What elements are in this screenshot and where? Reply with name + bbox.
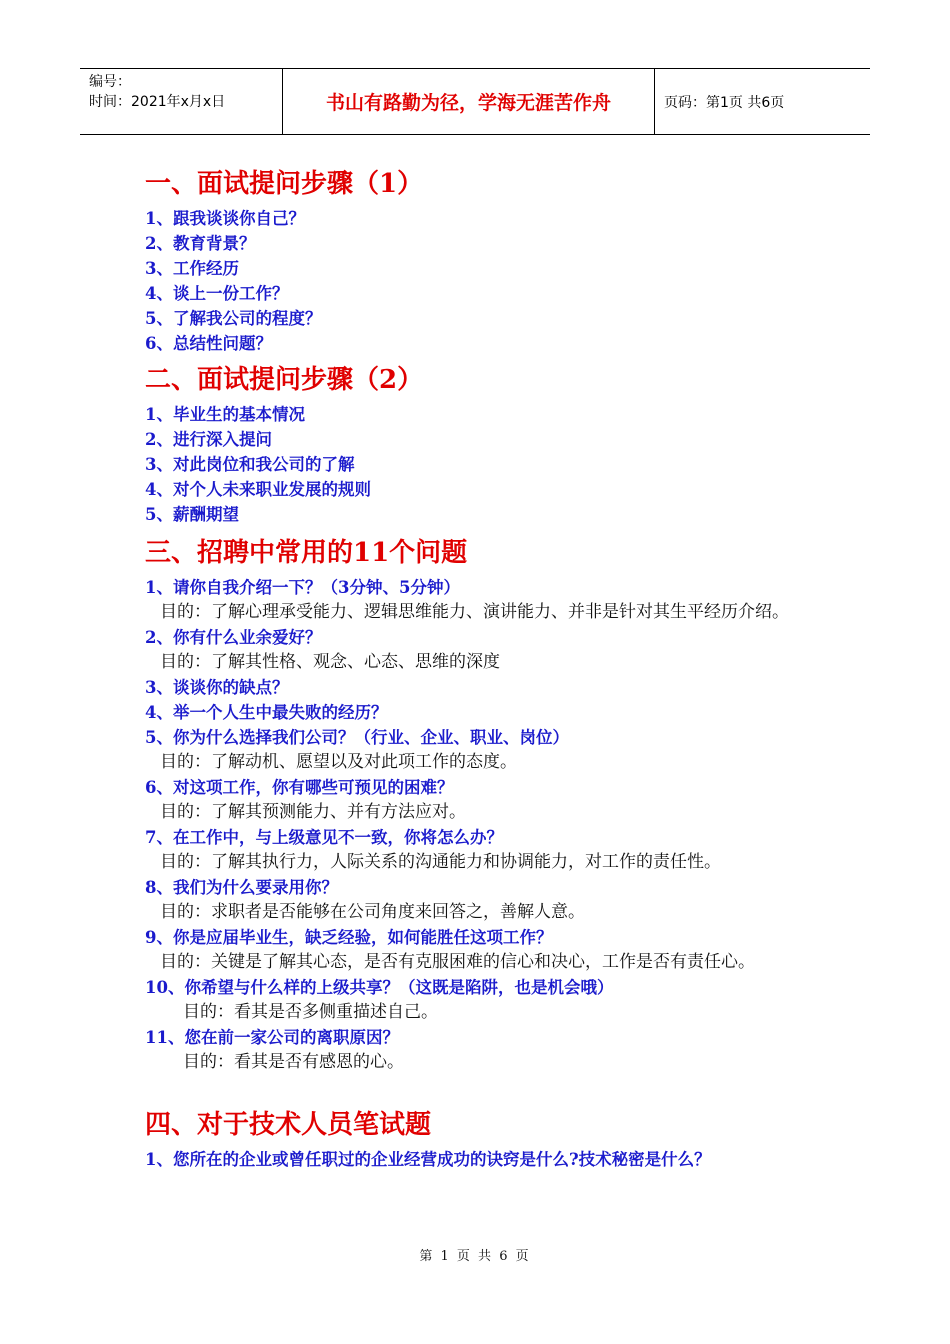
list-item: 5、了解我公司的程度？ [145,309,322,328]
question: 2、你有什么业余爱好？ [145,628,322,647]
list-item: 3、工作经历 [145,259,239,278]
document-body [145,164,805,1172]
question: 1、您所在的企业或曾任职过的企业经营成功的诀窍是什么?技术秘密是什么？ [145,1150,711,1169]
purpose-text: 目的：了解动机、愿望以及对此项工作的态度。 [160,752,517,772]
time-label: 时间：2021年x月x日 [89,94,226,110]
header-motto: 书山有路勤为径，学海无涯苦作舟 [325,92,611,114]
list-item: 6、总结性问题？ [145,334,272,353]
header-meta [80,69,282,134]
section-title: 二、面试提问步骤（2） [145,365,424,395]
section-title: 一、面试提问步骤（1） [145,169,424,199]
question: 4、举一个人生中最失败的经历？ [145,703,388,722]
section-title: 四、对于技术人员笔试题 [145,1110,432,1140]
purpose-text: 目的：关键是了解其心态，是否有克服困难的信心和决心，工作是否有责任心。 [160,952,755,972]
purpose-text: 目的：求职者是否能够在公司角度来回答之，善解人意。 [160,902,585,922]
question: 10、你希望与什么样的上级共享？（这既是陷阱，也是机会哦） [145,978,614,997]
section-title: 三、招聘中常用的11个问题 [145,538,468,568]
purpose-text: 目的：了解其执行力，人际关系的沟通能力和协调能力，对工作的责任性。 [160,852,721,872]
header-page-info: 页码：第1页 共6页 [664,94,785,111]
list-item: 1、毕业生的基本情况 [145,405,305,424]
page-footer: 第 1 页 共 6 页 [419,1249,531,1264]
purpose-text: 目的：看其是否有感恩的心。 [183,1052,404,1072]
number-label: 编号： [89,74,131,90]
question: 11、您在前一家公司的离职原因？ [145,1028,399,1047]
purpose-text: 目的：了解其性格、观念、心态、思维的深度 [160,652,500,672]
question: 8、我们为什么要录用你？ [145,878,338,897]
list-item: 3、对此岗位和我公司的了解 [145,455,355,474]
purpose-text: 目的：了解其预测能力、并有方法应对。 [160,802,466,822]
page-header [80,68,870,135]
list-item: 2、进行深入提问 [145,430,272,449]
list-item: 1、跟我谈谈你自己？ [145,209,305,228]
question: 9、你是应届毕业生，缺乏经验，如何能胜任这项工作？ [145,928,553,947]
question: 3、谈谈你的缺点？ [145,678,289,697]
list-item: 5、薪酬期望 [145,505,239,524]
purpose-text: 目的：看其是否多侧重描述自己。 [183,1002,438,1022]
list-item: 4、对个人未来职业发展的规则 [145,480,371,499]
question: 5、你为什么选择我们公司？（行业、企业、职业、岗位） [145,728,569,747]
question: 7、在工作中，与上级意见不一致，你将怎么办？ [145,828,503,847]
question: 1、请你自我介绍一下？（3分钟、5分钟） [145,578,460,597]
list-item: 2、教育背景？ [145,234,256,253]
question: 6、对这项工作，你有哪些可预见的困难？ [145,778,454,797]
list-item: 4、谈上一份工作？ [145,284,289,303]
purpose-text: 目的：了解心理承受能力、逻辑思维能力、演讲能力、并非是针对其生平经历介绍。 [160,602,789,622]
